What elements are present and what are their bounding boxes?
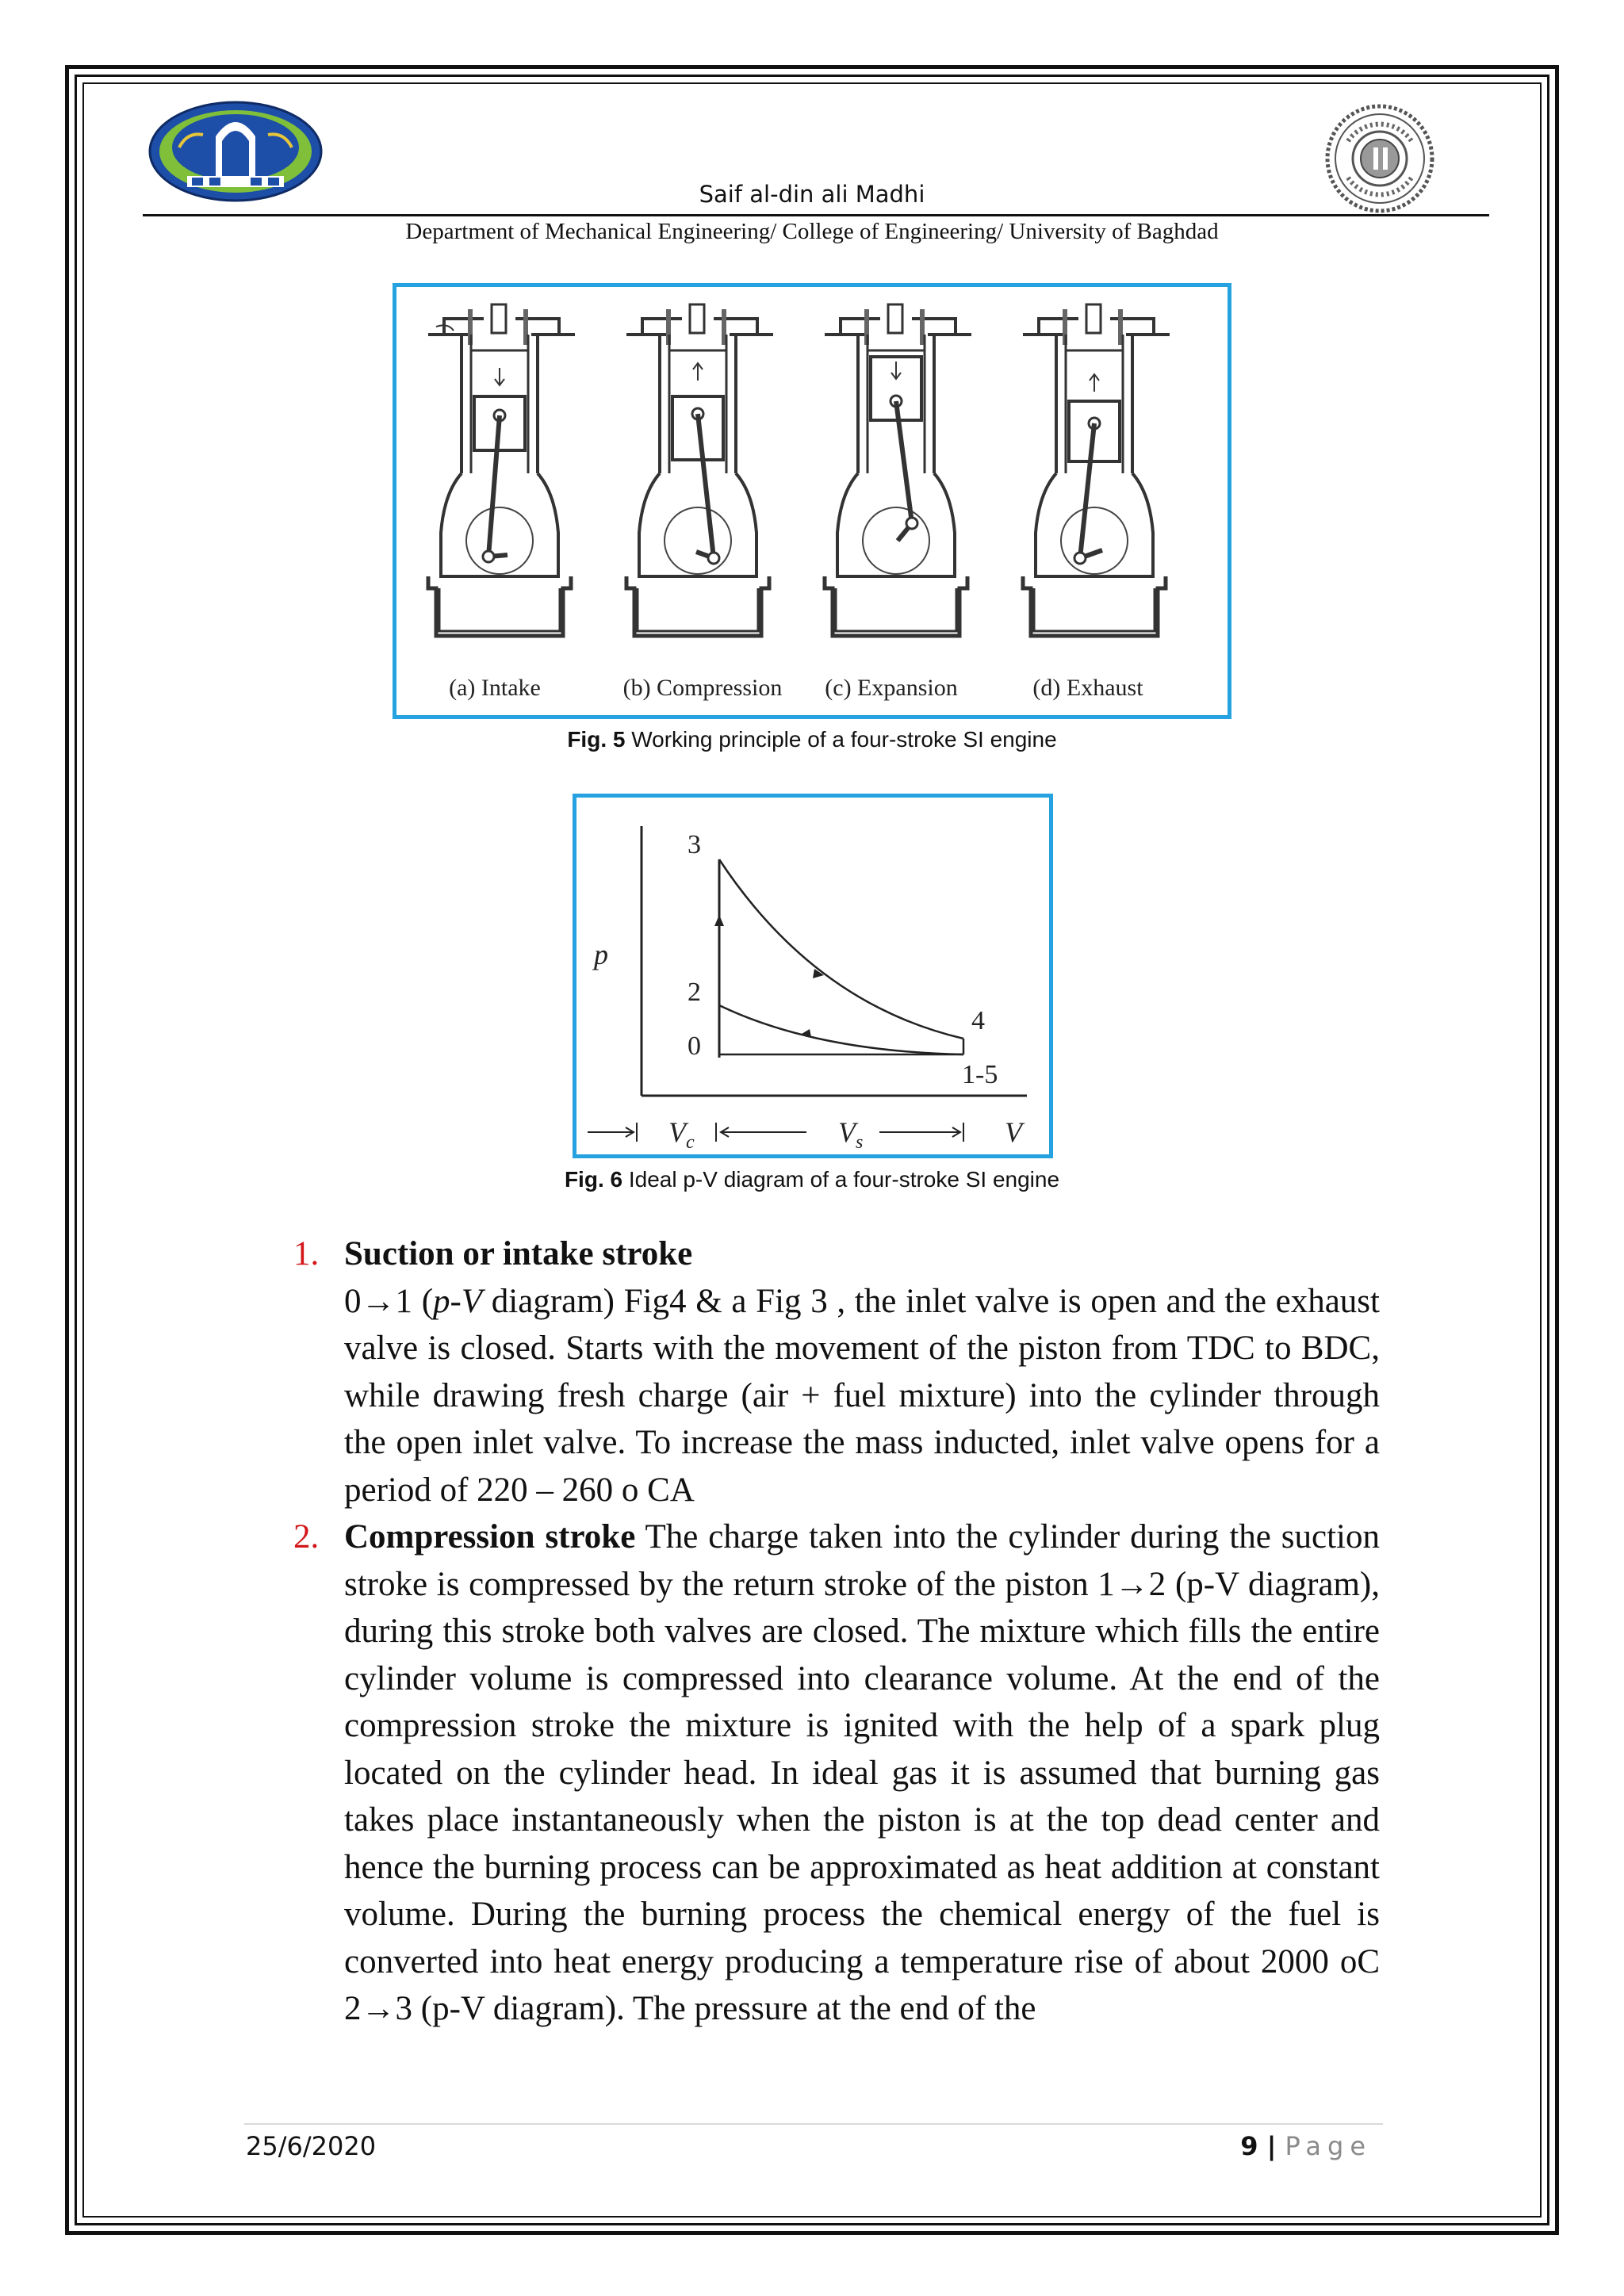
figure-5-label-expansion: (c) Expansion <box>825 675 958 701</box>
figure-6-frame <box>573 794 1053 1158</box>
footer-date: 25/6/2020 <box>246 2131 377 2161</box>
author-name: Saif al-din ali Madhi <box>699 181 925 208</box>
figure-5-label-compression: (b) Compression <box>622 675 783 701</box>
pv-y-label: p <box>594 939 608 970</box>
pv-arrow-up <box>714 915 724 926</box>
figure-6-caption-number: Fig. 6 <box>564 1167 623 1192</box>
pv-point-1-5: 1-5 <box>962 1060 998 1089</box>
pv-diagram <box>576 798 1049 1154</box>
pv-curve-1-2 <box>719 1005 963 1054</box>
list-number: 1. <box>293 1235 320 1272</box>
pv-point-0: 0 <box>688 1031 701 1061</box>
department-line: Department of Mechanical Engineering/ College of Engineering/ University of Baghdad <box>405 219 1219 244</box>
figure-6-caption-text: Ideal p-V diagram of a four-stroke SI engine <box>628 1167 1060 1192</box>
figure-5-caption-text: Working principle of a four-stroke SI engine <box>631 727 1057 752</box>
stroke-list <box>293 1230 1380 2033</box>
list-item-compression <box>293 1513 1380 2033</box>
figure-5-caption <box>0 727 1624 752</box>
pv-point-3: 3 <box>688 830 701 859</box>
figure-5-caption-number: Fig. 5 <box>567 727 626 752</box>
list-item-body: 0→1 (p-V diagram) Fig4 & a Fig 3 , the inlet valve is open and the exhaust valve is closed. Starts with the movement of the piston from TDC to BDC, while drawing fresh charge (air + fuel mixture) into the cylinder through the open inlet valve. To increase the mass inducted, inlet valve opens for a period of 220 – 260 o CA <box>344 1282 1380 1509</box>
pv-point-4: 4 <box>971 1006 985 1035</box>
four-stroke-engine-illustration <box>396 287 1228 715</box>
list-item-title: Compression stroke <box>344 1518 636 1556</box>
list-number: 2. <box>293 1518 320 1556</box>
pv-vs-label: $V_s$ <box>838 1116 864 1153</box>
pv-curve-3-4 <box>719 859 963 1039</box>
footer-rule <box>244 2123 1383 2125</box>
list-item-title: Suction or intake stroke <box>344 1235 693 1272</box>
figure-5-frame <box>393 283 1231 719</box>
footer-page-number: 9 | Page <box>1240 2131 1372 2161</box>
figure-5-label-exhaust: (d) Exhaust <box>1032 675 1143 701</box>
pv-v-label: V <box>1005 1116 1022 1148</box>
list-item-body: Compression stroke The charge taken into the cylinder during the suction stroke is compressed by the return stroke of the piston 1→2 (p-V diagram), during this stroke both valves are closed. The mixture which fills the entire cylinder volume is compressed into clearance volume. At the end of the compression stroke the mixture is ignited with the help of a spark plug located on the cylinder head. In ideal gas it is assumed that burning gas takes place instantaneously when the piston is at the top dead center and hence the burning process can be approximated as heat addition at constant volume. During the burning process the chemical energy of the fuel is converted into heat energy producing a temperature rise of about 2000 oC 2→3 (p-V diagram). The pressure at the end of the <box>344 1518 1381 2027</box>
figure-6-caption <box>0 1167 1624 1192</box>
pv-vc-label: $V_c$ <box>668 1116 695 1153</box>
pv-point-2: 2 <box>688 978 701 1007</box>
figure-5-label-intake: (a) Intake <box>449 675 541 701</box>
header-rule <box>143 214 1489 216</box>
list-item-suction <box>293 1230 1380 1513</box>
